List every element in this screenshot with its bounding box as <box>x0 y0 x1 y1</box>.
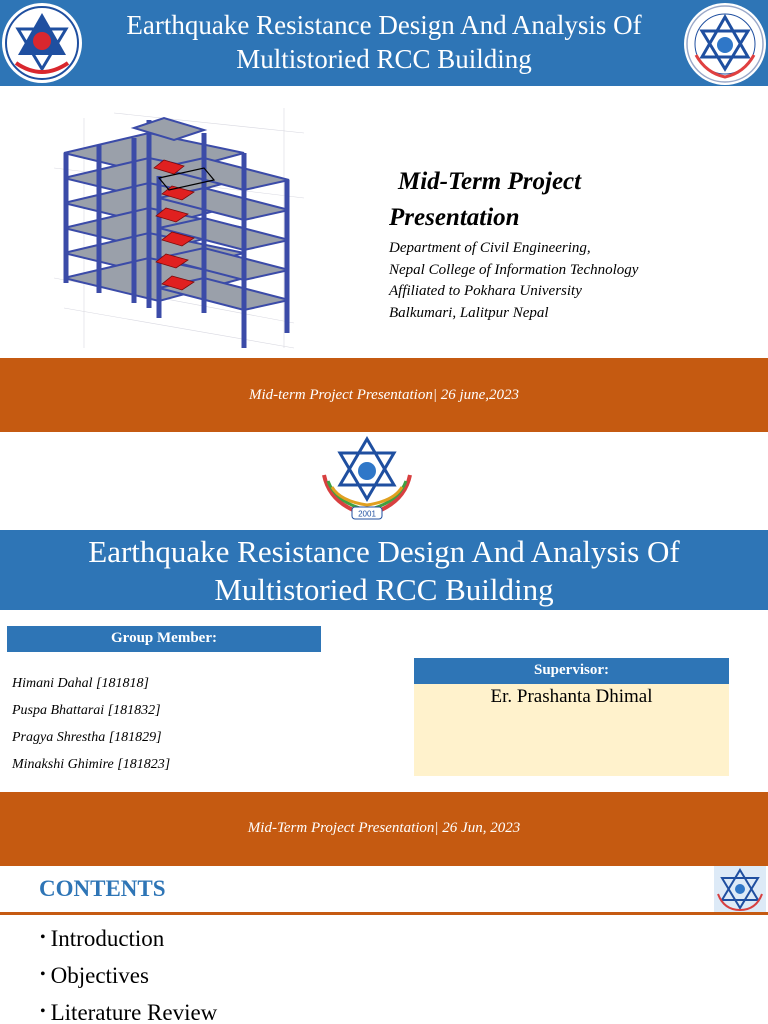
svg-text:2001: 2001 <box>358 509 376 519</box>
list-item: • Introduction <box>40 926 165 951</box>
list-item: Himani Dahal [181818] <box>12 676 149 691</box>
group-member-label: Group Member: <box>111 630 217 646</box>
building-3d-model-image <box>54 108 304 358</box>
slide1-institution-info <box>389 238 638 324</box>
ncit-logo <box>684 3 766 85</box>
info-line: Nepal College of Information Technology <box>389 261 639 278</box>
ncit-logo-small <box>714 866 766 912</box>
supervisor-label: Supervisor: <box>534 662 609 678</box>
slide1-footer-text: Mid-term Project Presentation| 26 june,2023 <box>248 387 520 403</box>
list-item: • Literature Review <box>40 1000 218 1024</box>
contents-list <box>40 924 217 1024</box>
list-item: Minakshi Ghimire [181823] <box>12 757 171 772</box>
info-line: Balkumari, Lalitpur Nepal <box>389 304 549 321</box>
slide2-footer-text: Mid-Term Project Presentation| 26 Jun, 2023 <box>247 820 521 836</box>
contents-title: CONTENTS <box>39 876 166 901</box>
list-item: • Objectives <box>40 963 149 988</box>
slide1-title: Earthquake Resistance Design And Analysis Of Multistoried RCC Building <box>126 10 642 74</box>
list-item: Puspa Bhattarai [181832] <box>12 703 161 718</box>
member-list <box>12 674 170 782</box>
info-line: Department of Civil Engineering, <box>389 240 591 256</box>
slide1-subtitle-line2: Presentation <box>389 204 520 231</box>
supervisor-name: Er. Prashanta Dhimal <box>490 686 653 707</box>
slide2-title: Earthquake Resistance Design And Analysis Of Multistoried RCC Building <box>88 534 680 607</box>
ncit-logo-center <box>316 435 418 521</box>
slide1-subtitle-line1: Mid-Term Project <box>398 168 582 195</box>
info-line: Affiliated to Pokhara University <box>389 283 582 299</box>
list-item: Pragya Shrestha [181829] <box>12 730 162 745</box>
contents-divider <box>0 912 768 915</box>
